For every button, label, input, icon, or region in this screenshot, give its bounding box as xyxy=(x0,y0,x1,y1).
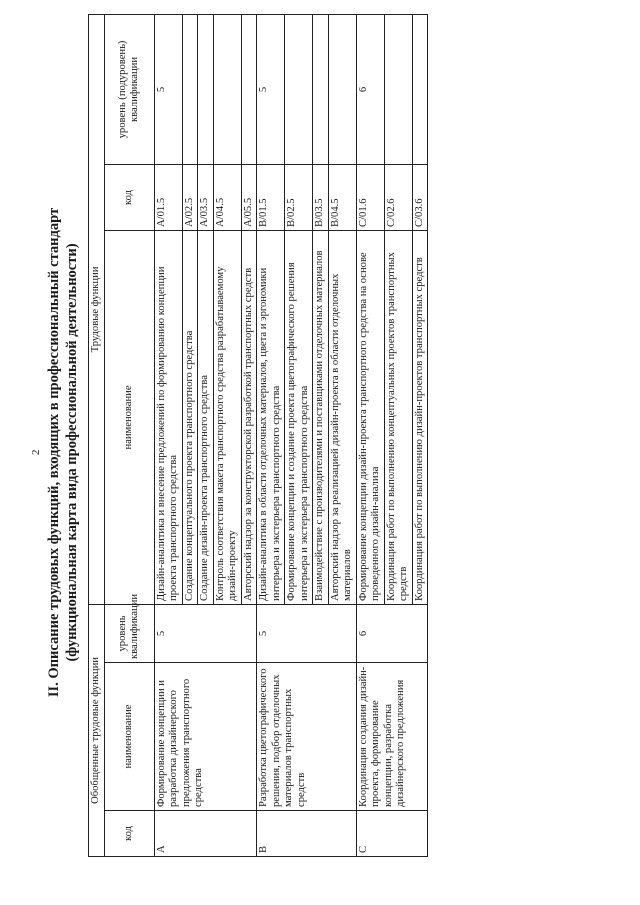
labor-function-name: Дизайн-аналитика и внесение предложений по формированию концепции проекта транспортного средства xyxy=(154,230,182,604)
labor-function-code: B/02.5 xyxy=(285,164,313,230)
fcode-header: код xyxy=(104,164,154,230)
labor-function-code: C/03.6 xyxy=(412,164,428,230)
generalized-function-level: 5 xyxy=(257,604,357,662)
generalized-function-name: Разработка цветографического решения, подбор отделочных материалов транспортных средств xyxy=(257,663,357,811)
labor-function-level xyxy=(285,14,313,164)
glevel-header: уровень квалификации xyxy=(104,604,154,662)
labor-function-code: A/02.5 xyxy=(182,164,198,230)
functional-map-table xyxy=(88,14,428,857)
fname-header: наименование xyxy=(104,230,154,604)
gcode-header: код xyxy=(104,811,154,857)
generalized-functions-header: Обобщенные трудовые функции xyxy=(89,604,105,856)
labor-function-name: Авторский надзор за конструкторской разработкой транспортных средств xyxy=(241,230,257,604)
gname-header: наименование xyxy=(104,663,154,811)
table-row xyxy=(257,14,285,856)
labor-function-level xyxy=(182,14,198,164)
generalized-function-code: A xyxy=(154,811,257,857)
labor-function-code: B/04.5 xyxy=(328,164,356,230)
labor-function-name: Авторский надзор за реализацией дизайн-проекта в области отделочных материалов xyxy=(328,230,356,604)
labor-function-level: 6 xyxy=(356,14,384,164)
generalized-function-code: C xyxy=(356,811,428,857)
labor-function-level xyxy=(313,14,329,164)
labor-function-name: Формирование концепции и создание проекта цветографического решения интерьера и экстерьера транспортного средства xyxy=(285,230,313,604)
labor-function-name: Дизайн-аналитика в области отделочных материалов, цвета и эргономики интерьера и экстерьера транспортного средства xyxy=(257,230,285,604)
generalized-function-name: Формирование концепции и разработка дизайнерского предложения транспортного средства xyxy=(154,663,257,811)
table-row xyxy=(356,14,384,856)
labor-function-level xyxy=(412,14,428,164)
labor-function-code: C/01.6 xyxy=(356,164,384,230)
labor-function-name: Контроль соответствия макета транспортного средства разрабатываемому дизайн-проекту xyxy=(213,230,241,604)
labor-function-name: Взаимодействие с производителями и поставщиками отделочных материалов xyxy=(313,230,329,604)
labor-function-name: Создание концептуального проекта транспортного средства xyxy=(182,230,198,604)
labor-function-level xyxy=(328,14,356,164)
labor-function-code: A/04.5 xyxy=(213,164,241,230)
labor-functions-header: Трудовые функции xyxy=(89,14,105,604)
section-subtitle: (функциональная карта вида профессиональной деятельности) xyxy=(64,243,80,662)
labor-function-level xyxy=(213,14,241,164)
labor-function-level: 5 xyxy=(257,14,285,164)
generalized-function-level: 6 xyxy=(356,604,428,662)
labor-function-level xyxy=(241,14,257,164)
generalized-function-name: Координация создания дизайн-проекта, формирование концепции, разработка дизайнерского предложения xyxy=(356,663,428,811)
labor-function-level: 5 xyxy=(154,14,182,164)
labor-function-name: Формирование концепции дизайн-проекта транспортного средства на основе проведенного дизайн-анализа xyxy=(356,230,384,604)
generalized-function-level: 5 xyxy=(154,604,257,662)
generalized-function-code: B xyxy=(257,811,357,857)
section-title: II. Описание трудовых функций, входящих в профессиональный стандарт xyxy=(46,207,62,698)
flevel-header: уровень (подуровень) квалификации xyxy=(104,14,154,164)
labor-function-level xyxy=(384,14,412,164)
labor-function-name: Координация работ по выполнению концептуальных проектов транспортных средств xyxy=(384,230,412,604)
page-number: 2 xyxy=(30,449,42,455)
table-row xyxy=(154,14,182,856)
labor-function-name: Координация работ по выполнению дизайн-проектов транспортных средств xyxy=(412,230,428,604)
labor-function-name: Создание дизайн-проекта транспортного средства xyxy=(198,230,214,604)
labor-function-code: A/01.5 xyxy=(154,164,182,230)
labor-function-code: A/05.5 xyxy=(241,164,257,230)
labor-function-code: A/03.5 xyxy=(198,164,214,230)
labor-function-code: B/03.5 xyxy=(313,164,329,230)
labor-function-code: C/02.6 xyxy=(384,164,412,230)
labor-function-code: B/01.5 xyxy=(257,164,285,230)
labor-function-level xyxy=(198,14,214,164)
